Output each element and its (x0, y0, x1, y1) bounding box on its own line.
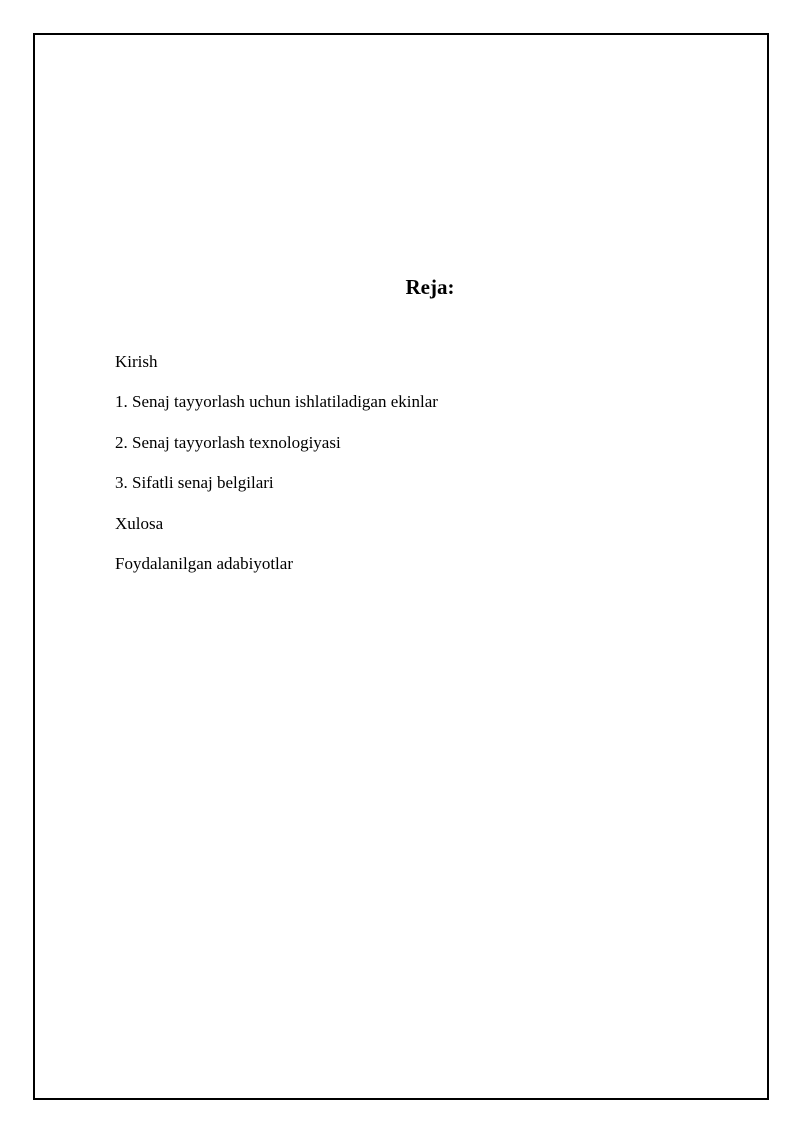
page-title: Reja: (405, 275, 455, 299)
plan-item-2: 2. Senaj tayyorlash texnologiyasi (115, 432, 341, 452)
plan-item-3: 3. Sifatli senaj belgilari (115, 473, 274, 493)
plan-item-introduction: Kirish (115, 352, 158, 371)
plan-list (115, 350, 438, 592)
plan-item-1: 1. Senaj tayyorlash uchun ishlatiladigan ekinlar (115, 392, 438, 412)
plan-item-references: Foydalanilgan adabiyotlar (115, 553, 293, 573)
plan-item-conclusion: Xulosa (115, 513, 164, 533)
